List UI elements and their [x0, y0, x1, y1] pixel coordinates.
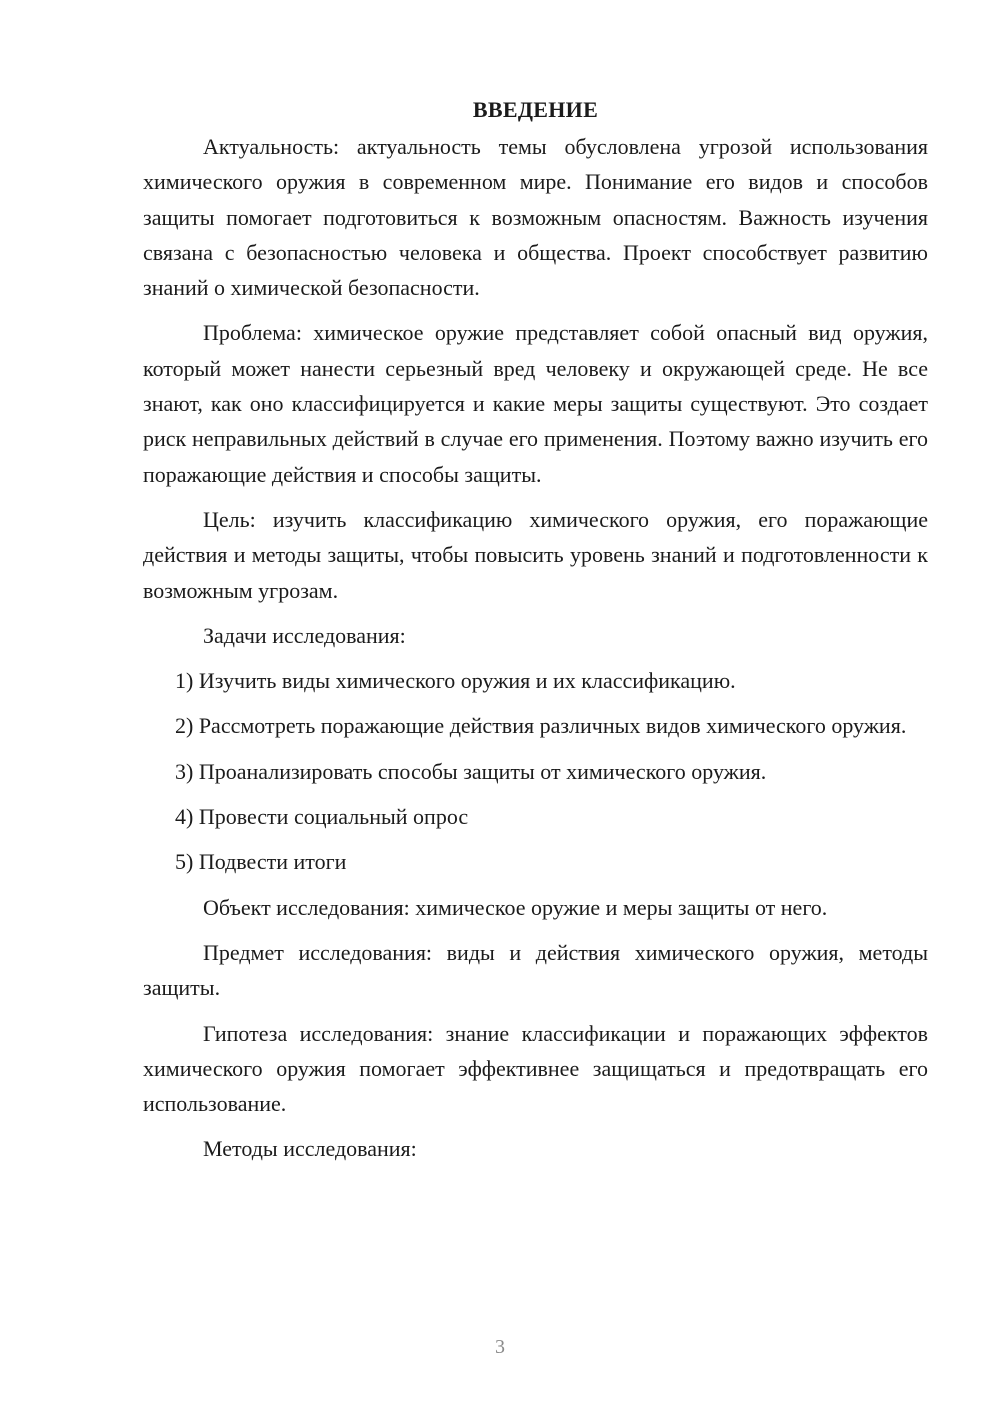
research-subject-paragraph: Предмет исследования: виды и действия химического оружия, методы защиты.: [143, 939, 928, 1001]
task-item: 2) Рассмотреть поражающие действия различных видов химического оружия.: [175, 713, 907, 739]
task-item: 5) Подвести итоги: [175, 849, 347, 875]
page-title: ВВЕДЕНИЕ: [472, 97, 599, 122]
page-number: 3: [495, 1336, 505, 1358]
relevance-paragraph: Актуальность: актуальность темы обусловлена угрозой использования химического оружия в современном мире. Понимание его видов и способов защиты помогает подготовиться к возможным опасностям. Важность изучения связана с безопасностью человека и общества. Проект способствует развитию знаний о химической безопасности.: [143, 134, 928, 301]
goal-paragraph: Цель: изучить классификацию химического оружия, его поражающие действия и методы защиты, чтобы повысить уровень знаний и подготовленности к возможным угрозам.: [143, 506, 928, 603]
research-hypothesis-paragraph: Гипотеза исследования: знание классификации и поражающих эффектов химического оружия помогает эффективнее защищаться и предотвращать его использование.: [143, 1020, 928, 1117]
task-item: 3) Проанализировать способы защиты от химического оружия.: [175, 758, 767, 784]
task-item: 1) Изучить виды химического оружия и их классификацию.: [175, 668, 736, 694]
problem-paragraph: Проблема: химическое оружие представляет собой опасный вид оружия, который может нанести серьезный вред человеку и окружающей среде. Не все знают, как оно классифицируется и какие меры защиты существуют. Это создает риск неправильных действий в случае его применения. Поэтому важно изучить его поражающие действия и способы защиты.: [143, 320, 928, 487]
tasks-heading: Задачи исследования:: [203, 622, 406, 648]
research-methods-paragraph: Методы исследования:: [203, 1136, 417, 1162]
document-page: [143, 92, 928, 1177]
task-item: 4) Провести социальный опрос: [175, 804, 469, 830]
research-object-paragraph: Объект исследования: химическое оружие и меры защиты от него.: [203, 894, 828, 920]
